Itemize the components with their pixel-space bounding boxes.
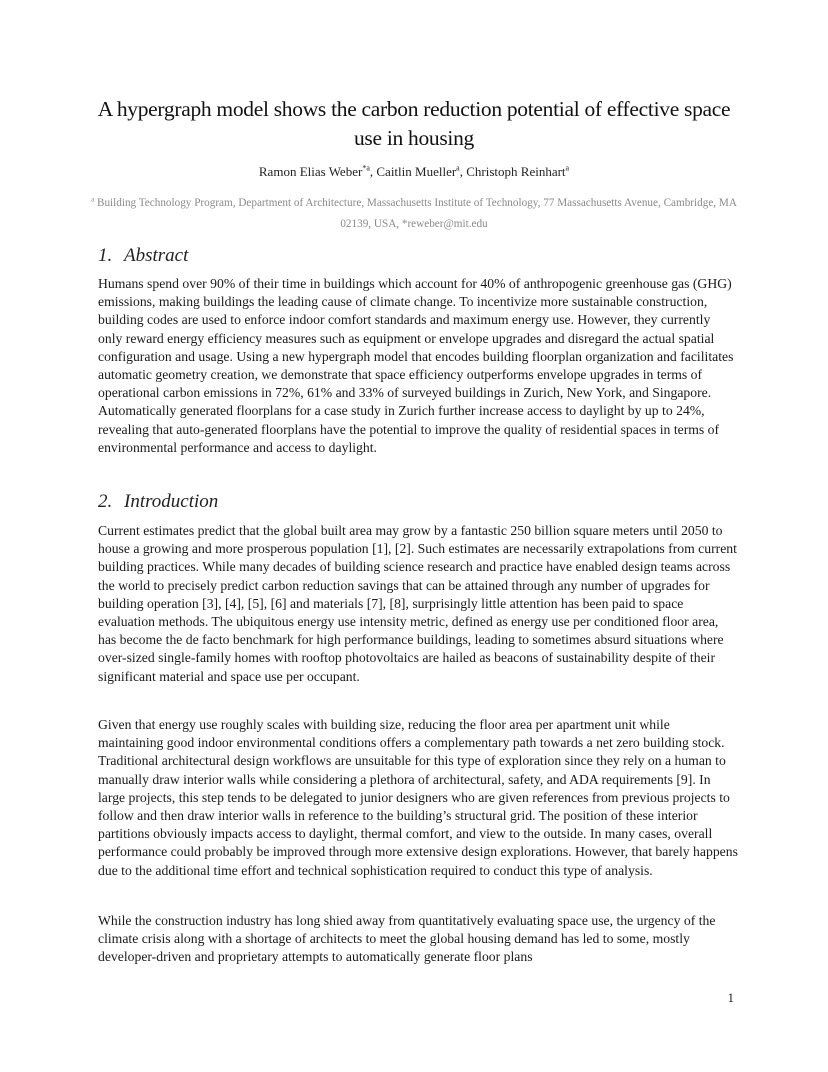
affiliation-text: Building Technology Program, Department of Architecture, Massachusetts Institute of Technology, 77 Massachusetts Avenue, Cambridge, MA 02139, USA, *reweber@mit.edu [96,197,737,230]
section-number: 1. [98,245,113,266]
affiliation-mark: a [91,195,95,204]
author-name: Caitlin Mueller [376,164,457,179]
body-paragraph: While the construction industry has long shied away from quantitatively evaluating space use, the urgency of the climate crisis along with a shortage of architects to meet the global housing demand has led to some, mostly developer-driven and proprietary attempts to automatically generate floor plans [98,913,716,965]
author-name: Ramon Elias Weber [258,164,363,179]
section-heading-introduction [98,490,218,514]
section-title: Introduction [124,491,219,512]
author-list: Ramon Elias Weber$^{*a}$, Caitlin Mueller$^a$, Christoph Reinhart$^a$ [258,163,570,179]
page-number: 1 [727,990,734,1005]
paper-title: A hypergraph model shows the carbon reduction potential of effective space use in housing [97,97,731,150]
author-affiliation-mark: *a [362,163,370,173]
author-name: Christoph Reinhart [466,164,566,179]
abstract-paragraph: Humans spend over 90% of their time in buildings which account for 40% of anthropogenic greenhouse gas (GHG) emissions, making buildings the leading cause of climate change. To incentivize more sustainable construction, building codes are used to enforce indoor comfort standards and maximum energy use. However, they currently only reward energy efficiency measures such as equipment or envelope upgrades and disregard the actual spatial configuration and usage. Using a new hypergraph model that encodes building floorplan organization and facilitates automatic geometry creation, we demonstrate that space efficiency outperforms envelope upgrades in terms of operational carbon emissions in 72%, 61% and 33% of surveyed buildings in Zurich, New York, and Singapore. Automatically generated floorplans for a case study in Zurich further increase access to daylight by up to 24%, revealing that auto-generated floorplans have the potential to improve the quality of residential spaces in terms of environmental performance and access to daylight. [98,276,734,455]
section-title: Abstract [124,245,189,266]
body-paragraph: Given that energy use roughly scales with building size, reducing the floor area per apartment unit while maintaining good indoor environmental conditions offers a complementary path towards a net zero building stock. Traditional architectural design workflows are unsuitable for this type of exploration since they rely on a human to manually draw interior walls while considering a plethora of architectural, safety, and ADA requirements [9]. In large projects, this step tends to be delegated to junior designers who are given references from previous projects to follow and then draw interior walls in reference to the building’s structural grid. The position of these interior partitions obviously impacts access to daylight, thermal comfort, and view to the outside. In many cases, overall performance could probably be improved through more extensive design explorations. However, that barely happens due to the additional time effort and technical sophistication required to conduct this type of analysis. [98,717,738,878]
author-affiliation-mark: a [456,163,460,173]
section-heading-abstract [98,244,188,268]
section-number: 2. [98,491,113,512]
affiliation [90,193,738,235]
author-affiliation-mark: a [565,163,570,173]
body-paragraph: Current estimates predict that the global built area may grow by a fantastic 250 billion square meters until 2050 to house a growing and more prosperous population [1], [2]. Such estimates are necessarily extrapolations from current building practices. While many decades of building science research and practice have enabled design teams across the world to precisely predict carbon reduction savings that can be attained through any number of upgrades for building operation [3], [4], [5], [6] and materials [7], [8], surprisingly little attention has been paid to space evaluation methods. The ubiquitous energy use intensity metric, defined as energy use per conditioned floor area, has become the de facto benchmark for high performance buildings, leading to sometimes absurd situations where over-sized single-family homes with rooftop photovoltaics are hailed as beacons of sustainability despite of their significant material and space use per occupant. [98,523,737,684]
